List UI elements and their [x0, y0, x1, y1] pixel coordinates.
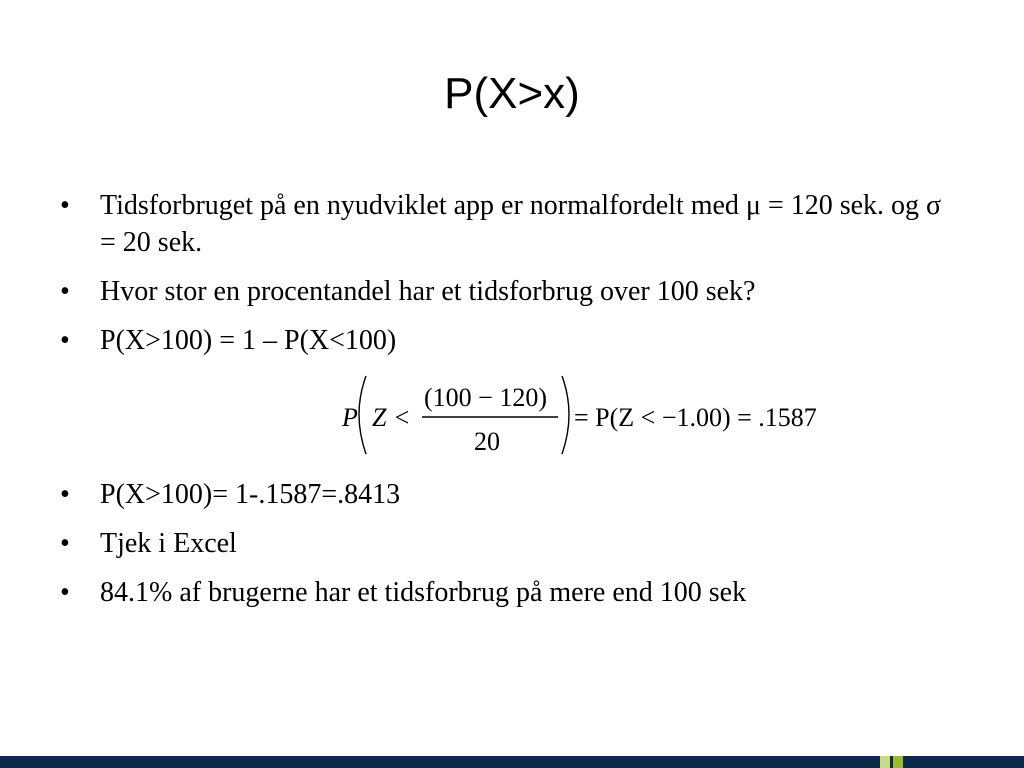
formula-z-less: Z <: [372, 403, 411, 432]
bullet-item: [60, 574, 960, 611]
bullet-marker: •: [60, 479, 70, 510]
bullet-marker: •: [60, 528, 70, 559]
bullet-item: [60, 273, 960, 310]
slide-title: P(X>x): [444, 69, 580, 118]
bullet-text: Hvor stor en procentandel har et tidsforbrug over 100 sek?: [100, 276, 756, 307]
formula-denominator: 20: [474, 427, 500, 456]
formula-p: P: [342, 403, 358, 432]
bullet-marker: •: [60, 190, 70, 221]
bullet-marker: •: [60, 276, 70, 307]
z-score-formula: [336, 370, 866, 458]
bullet-item: [60, 525, 960, 562]
bullet-list-top: [60, 187, 960, 371]
bullet-item: [60, 187, 960, 261]
left-paren-large: [359, 376, 366, 454]
bullet-text: Tjek i Excel: [100, 528, 237, 559]
bullet-item: [60, 322, 960, 359]
bullet-text: P(X>100) = 1 – P(X<100): [100, 325, 397, 356]
bullet-text: P(X>100)= 1-.1587=.8413: [100, 479, 401, 510]
footer-accent-square: [893, 756, 903, 768]
footer-bar: [0, 756, 1024, 768]
bullet-list-bottom: [60, 476, 960, 623]
formula-numerator: (100 − 120): [424, 383, 547, 412]
bullet-text: 84.1% af brugerne har et tidsforbrug på mere end 100 sek: [100, 577, 747, 608]
bullet-marker: •: [60, 325, 70, 356]
bullet-marker: •: [60, 577, 70, 608]
bullet-item: [60, 476, 960, 513]
footer-accent-square: [880, 756, 890, 768]
formula-rhs: = P(Z < −1.00) = .1587: [574, 403, 817, 432]
bullet-text: Tidsforbruget på en nyudviklet app er normalfordelt med μ = 120 sek. og σ = 20 sek.: [100, 190, 942, 258]
right-paren-large: [562, 376, 569, 454]
